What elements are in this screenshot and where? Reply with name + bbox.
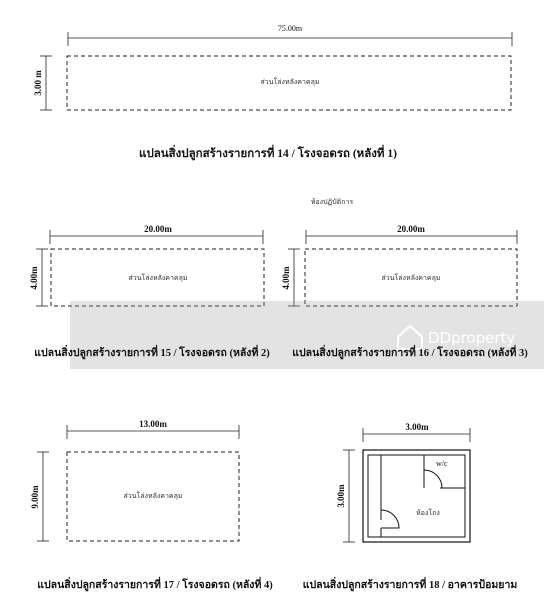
plan-17 [30,419,273,592]
guardhouse-outline [363,450,470,542]
area-label: ส่วนโล่งหลังคาคลุม [123,492,183,500]
wc-door [424,470,442,488]
plan-15 [29,224,264,306]
plan-caption: แปลนสิ่งปลูกสร้างรายการที่ 17 / โรงจอดรถ (หลังที่ 4) [37,580,273,591]
height-dimension: 9.00m [30,485,40,509]
area-label: ส่วนโล่งหลังคาคลุม [260,78,320,86]
plan-caption: แปลนสิ่งปลูกสร้างรายการที่ 18 / อาคารป้อมยาม [302,580,518,591]
height-dimension: 3.00m [336,484,346,508]
plan-caption: แปลนสิ่งปลูกสร้างรายการที่ 14 / โรงจอดรถ (หลังที่ 1) [139,148,397,160]
plan-15-caption: แปลนสิ่งปลูกสร้างรายการที่ 15 / โรงจอดรถ (หลังที่ 2) [34,348,270,359]
wc-label: w/c [436,459,448,468]
watermark-text: DDproperty [428,329,516,347]
width-dimension: 20.00m [144,224,172,234]
width-dimension: 75.00m [277,24,303,33]
height-dimension: 4.00m [29,266,39,290]
area-label: ส่วนโล่งหลังคาคลุม [128,274,188,282]
height-dimension: 3.00 m [33,70,43,96]
width-dimension: 20.00m [397,224,425,234]
plan-16-caption: แปลนสิ่งปลูกสร้างรายการที่ 16 / โรงจอดรถ (หลังที่ 3) [292,348,528,359]
room-label: ห้องโถง [416,509,440,517]
width-dimension: 13.00m [139,419,167,429]
room-note: ห้องปฏิบัติการ [310,198,354,206]
plan-18 [303,422,518,592]
width-dimension: 3.00m [405,422,429,432]
plan-16 [281,224,517,306]
area-label: ส่วนโล่งหลังคาคลุม [381,274,441,282]
height-dimension: 4.00m [281,266,291,290]
guardhouse-inner-wall [368,455,465,537]
entry-door [381,510,399,528]
plan-14 [33,24,512,161]
